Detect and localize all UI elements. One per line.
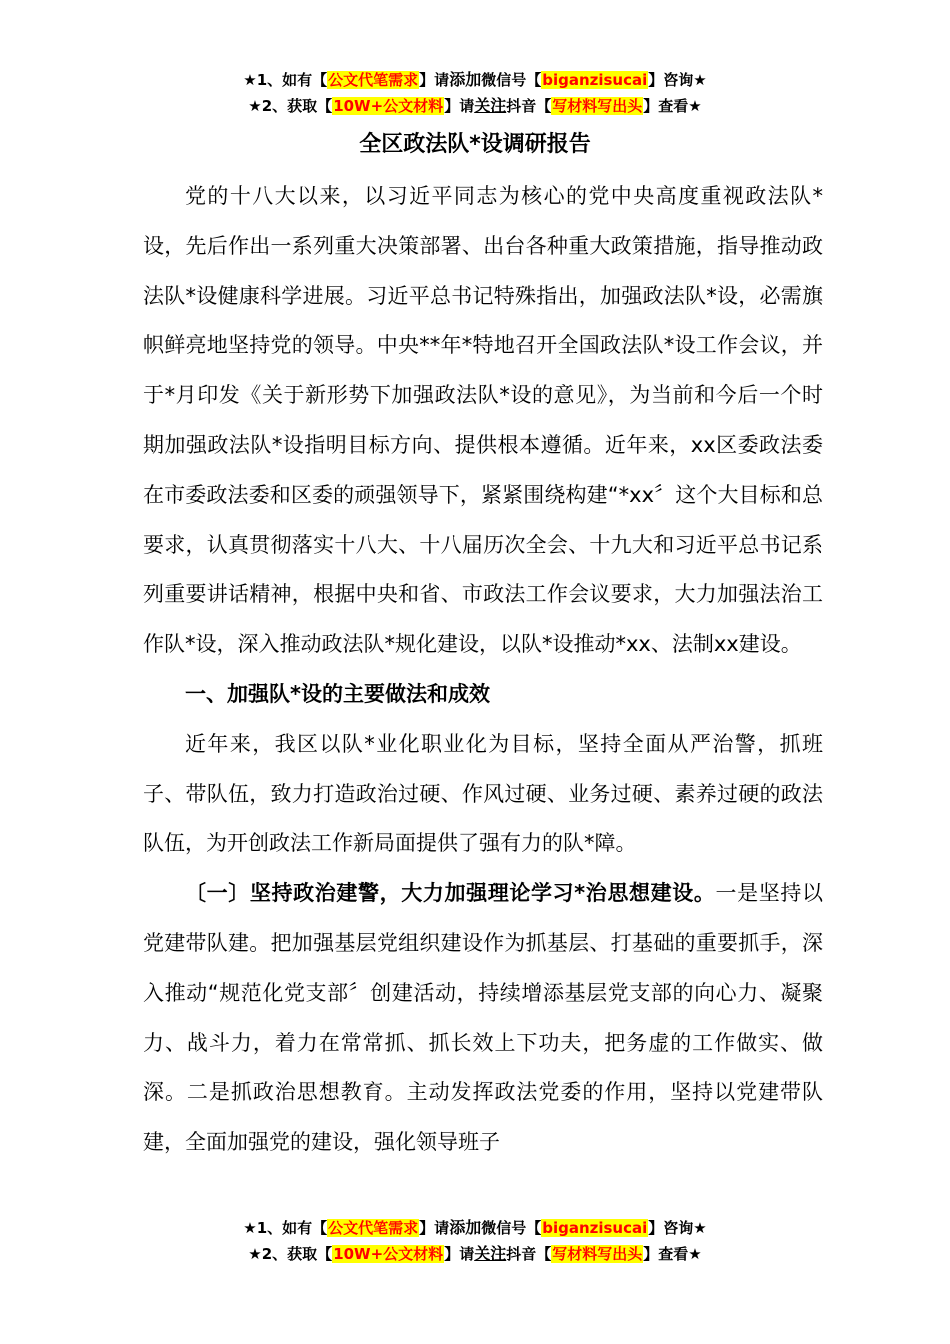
banner-text: ★2、获取【 bbox=[248, 1245, 333, 1263]
banner-text: 】咨询★ bbox=[648, 1219, 707, 1237]
banner-highlight: 写材料写出头 bbox=[552, 1245, 643, 1263]
section-heading: 一、加强队*设的主要做法和成效 bbox=[185, 681, 490, 706]
banner-highlight: 10W+公文材料 bbox=[333, 1245, 444, 1263]
banner-line-2 bbox=[0, 93, 950, 119]
banner-highlight: biganzisucai bbox=[542, 1219, 648, 1237]
banner-text: ★1、如有【 bbox=[243, 1219, 328, 1237]
banner-line-1 bbox=[0, 67, 950, 93]
paragraph-overview: 近年来，我区以队*业化职业化为目标，坚持全面从严治警，抓班子、带队伍，致力打造政治过硬、作风过硬、业务过硬、素养过硬的政法队伍，为开创政法工作新局面提供了强有力的队*障。 bbox=[143, 731, 823, 856]
banner-highlight: biganzisucai bbox=[542, 71, 648, 89]
banner-highlight: 10W+公文材料 bbox=[333, 97, 444, 115]
banner-highlight: 公文代笔需求 bbox=[328, 1219, 419, 1237]
document-body bbox=[143, 172, 823, 1168]
banner-text: 抖音【 bbox=[506, 97, 552, 115]
banner-text: 】请 bbox=[419, 71, 450, 89]
banner-text: 】请 bbox=[444, 1245, 475, 1263]
banner-line-2 bbox=[0, 1241, 950, 1267]
footer-banner bbox=[0, 1215, 950, 1267]
banner-text: 】查看★ bbox=[643, 97, 702, 115]
banner-text: 微信号【 bbox=[481, 1219, 542, 1237]
banner-highlight: 公文代笔需求 bbox=[328, 71, 419, 89]
banner-text: 添加 bbox=[449, 1218, 482, 1237]
paragraph-subsection-1 bbox=[143, 869, 823, 1168]
header-banner bbox=[0, 67, 950, 119]
banner-text: 添加 bbox=[449, 70, 482, 89]
banner-text: 】请 bbox=[419, 1219, 450, 1237]
banner-line-1 bbox=[0, 1215, 950, 1241]
banner-text: 抖音【 bbox=[506, 1245, 552, 1263]
banner-text: 】请 bbox=[444, 97, 475, 115]
banner-text: ★2、获取【 bbox=[248, 97, 333, 115]
subsection-lead: 〔一〕坚持政治建警，大力加强理论学习*治思想建设。 bbox=[185, 881, 716, 906]
banner-text: 关注 bbox=[474, 96, 507, 115]
banner-text: ★1、如有【 bbox=[243, 71, 328, 89]
paragraph-intro: 党的十八大以来，以习近平同志为核心的党中央高度重视政法队*设，先后作出一系列重大决策部署、出台各种重大政策措施，指导推动政法队*设健康科学进展。习近平总书记特殊指出，加强政法队*设，必需旗帜鲜亮地坚持党的领导。中央**年*特地召开全国政法队*设工作会议，并于*月印发《关于新形势下加强政法队*设的意见》，为当前和今后一个时期加强政法队*设指明目标方向、提供根本遵循。近年来，xx区委政法委在市委政法委和区委的顽强领导下，紧紧围绕构建“*xx〞这个大目标和总要求，认真贯彻落实十八大、十八届历次全会、十九大和习近平总书记系列重要讲话精神，根据中央和省、市政法工作会议要求，大力加强法治工作队*设，深入推动政法队*规化建设，以队*设推动*xx、法制xx建设。 bbox=[143, 184, 823, 657]
banner-text: 关注 bbox=[474, 1244, 507, 1263]
banner-text: 】查看★ bbox=[643, 1245, 702, 1263]
subsection-text: 一是坚持以党建带队建。把加强基层党组织建设作为抓基层、打基础的重要抓手，深入推动“规范化党支部〞创建活动，持续增添基层党支部的向心力、凝聚力、战斗力，着力在常常抓、抓长效上下功夫，把务虚的工作做实、做深。二是抓政治思想教育。主动发挥政法党委的作用，坚持以党建带队建，全面加强党的建设，强化领导班子 bbox=[143, 881, 824, 1155]
banner-text: 微信号【 bbox=[481, 71, 542, 89]
document-title: 全区政法队*设调研报告 bbox=[359, 132, 591, 157]
banner-text: 】咨询★ bbox=[648, 71, 707, 89]
banner-highlight: 写材料写出头 bbox=[552, 97, 643, 115]
